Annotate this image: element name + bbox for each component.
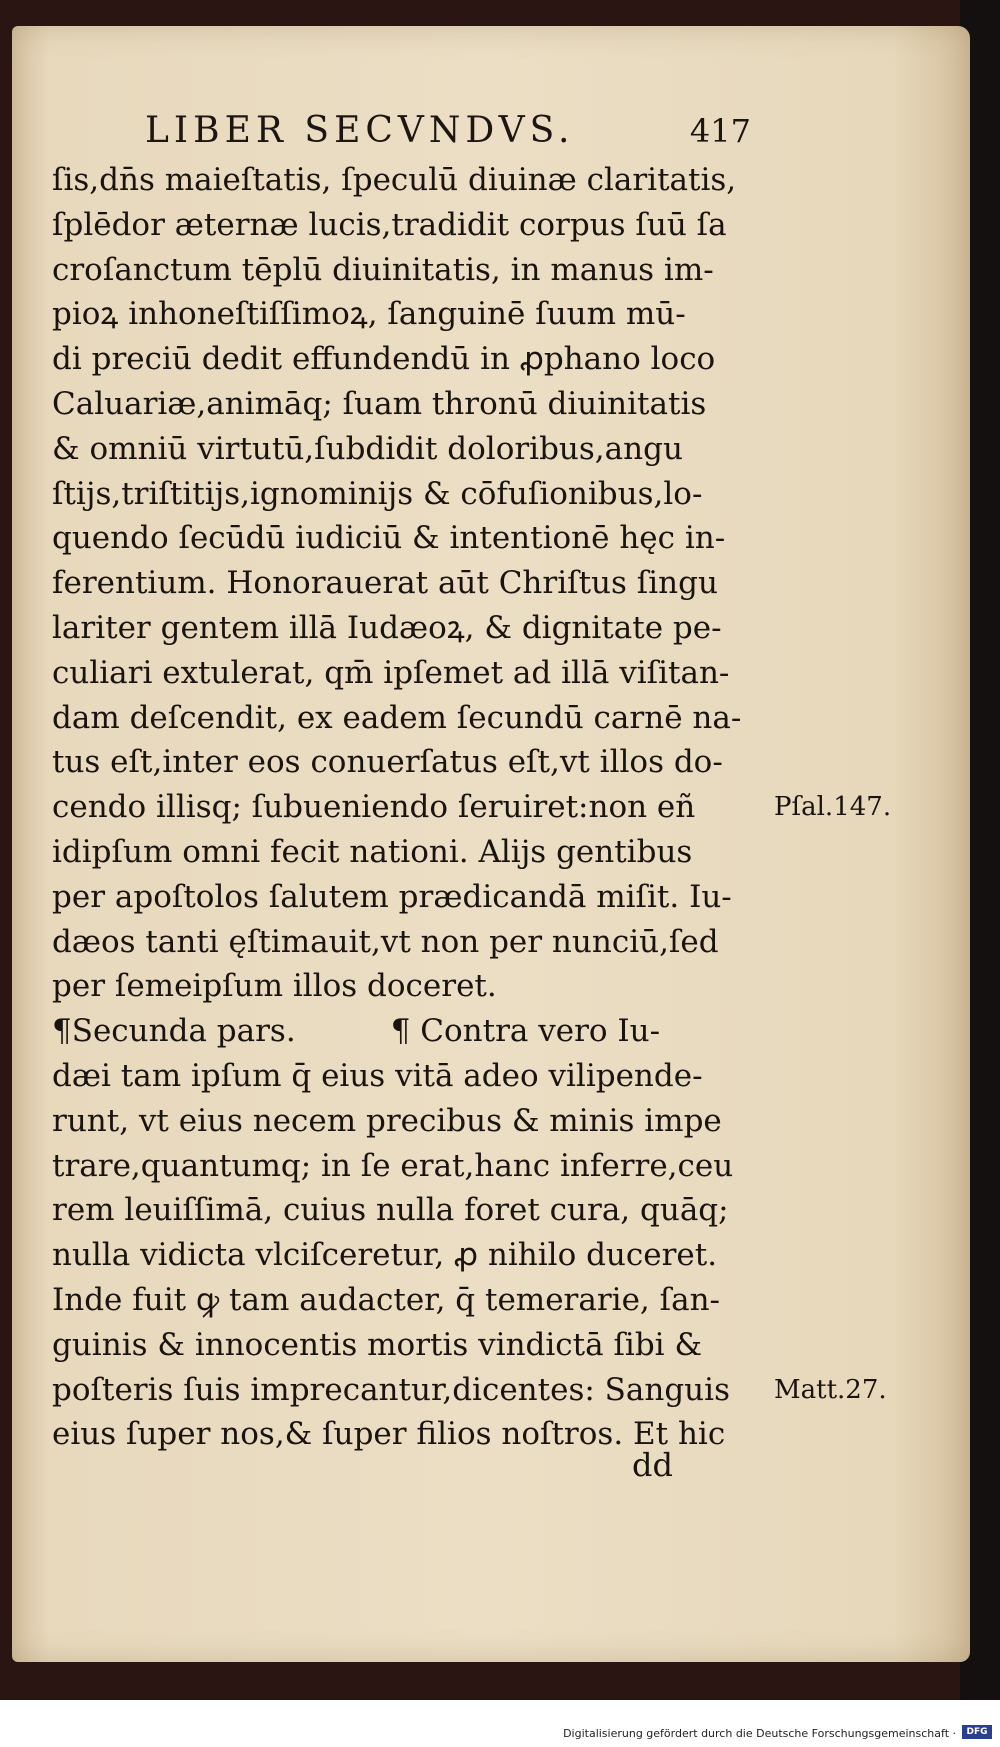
text-line: per ſemeipſum illos doceret. bbox=[52, 968, 497, 1005]
body-text bbox=[52, 158, 772, 1457]
text-line: ferentium. Honorauerat aūt Chriſtus ſingu bbox=[52, 565, 718, 602]
text-line: per apoſtolos ſalutem prædicandā miſit. Iu‑ bbox=[52, 878, 732, 915]
text-line: rem leuiſſimā, cuius nulla foret cura, quāq; bbox=[52, 1192, 729, 1229]
funding-credit: Digitalisierung gefördert durch die Deutsche Forschungsgemeinschaft · bbox=[563, 1727, 956, 1740]
text-line: dæos tanti ęſtimauit,vt non per nunciū,ſed bbox=[52, 923, 719, 960]
text-line: Caluariæ,animāq; ſuam thronū diuinitatis bbox=[52, 385, 707, 422]
text-line: quendo ſecūdū iudiciū & intentionē hęc in‑ bbox=[52, 520, 726, 557]
text-line: & omniū virtutū,ſubdidit doloribus,angu bbox=[52, 430, 683, 467]
text-line: lariter gentem illā Iudæoꝝ, & dignitate pe‑ bbox=[52, 609, 722, 646]
running-header bbox=[145, 110, 765, 160]
section-marker-line bbox=[52, 1009, 772, 1054]
text-line: poſteris ſuis imprecantur,dicentes: Sanguis bbox=[52, 1371, 730, 1408]
text-line: ſplēdor æternæ lucis,tradidit corpus ſuū ſa bbox=[52, 206, 727, 243]
text-line: nulla vidicta vlciſceretur, ꝓ nihilo duceret. bbox=[52, 1237, 718, 1274]
running-title: LIBER SECVNDVS. bbox=[145, 110, 575, 151]
text-line: ſis,dn̄s maieſtatis, ſpeculū diuinæ claritatis, bbox=[52, 162, 737, 198]
margin-note-matthew: Matt.27. bbox=[774, 1375, 887, 1405]
text-line: ſtijs,triſtitijs,ignominijs & cōfuſionibus,lo‑ bbox=[52, 475, 703, 512]
signature-mark: dd bbox=[632, 1446, 673, 1484]
text-line: di preciū dedit effundendū in ꝓphano loco bbox=[52, 341, 716, 378]
text-line: tus eſt,inter eos conuerſatus eſt,vt illos do‑ bbox=[52, 744, 723, 781]
text-line: pioꝝ inhoneſtiſſimoꝝ, ſanguinē ſuum mū‑ bbox=[52, 296, 686, 333]
text-line: Inde fuit ꝙ tam audacter, q̄ temerarie, ſan‑ bbox=[52, 1281, 721, 1318]
section-heading: ¶Secunda pars. bbox=[52, 1013, 296, 1050]
text-line: runt, vt eius necem precibus & minis impe bbox=[52, 1102, 722, 1139]
text-line: dam deſcendit, ex eadem ſecundū carnē na‑ bbox=[52, 699, 742, 736]
text-line: trare,quantumq; in ſe erat,hanc inferre,ceu bbox=[52, 1147, 734, 1184]
text-line: idipſum omni fecit nationi. Alijs gentibus bbox=[52, 833, 693, 870]
section-first-line: ¶ Contra vero Iu‑ bbox=[390, 1013, 661, 1050]
text-line: eius ſuper nos,& ſuper filios noſtros. Et hic bbox=[52, 1416, 726, 1453]
dfg-logo-icon: DFG bbox=[962, 1725, 992, 1739]
text-line: culiari extulerat, qm̄ ipſemet ad illā viſitan‑ bbox=[52, 654, 730, 691]
text-line: croſanctum tēplū diuinitatis, in manus im‑ bbox=[52, 251, 714, 288]
text-line: guinis & innocentis mortis vindictā ſibi & bbox=[52, 1326, 703, 1363]
text-line: cendo illisq; ſubueniendo ſeruiret:non eñ bbox=[52, 789, 696, 826]
page-number: 417 bbox=[689, 112, 751, 150]
margin-note-psalm: Pſal.147. bbox=[774, 792, 892, 822]
text-line: dæi tam ipſum q̄ eius vitā adeo vilipende‑ bbox=[52, 1057, 703, 1094]
